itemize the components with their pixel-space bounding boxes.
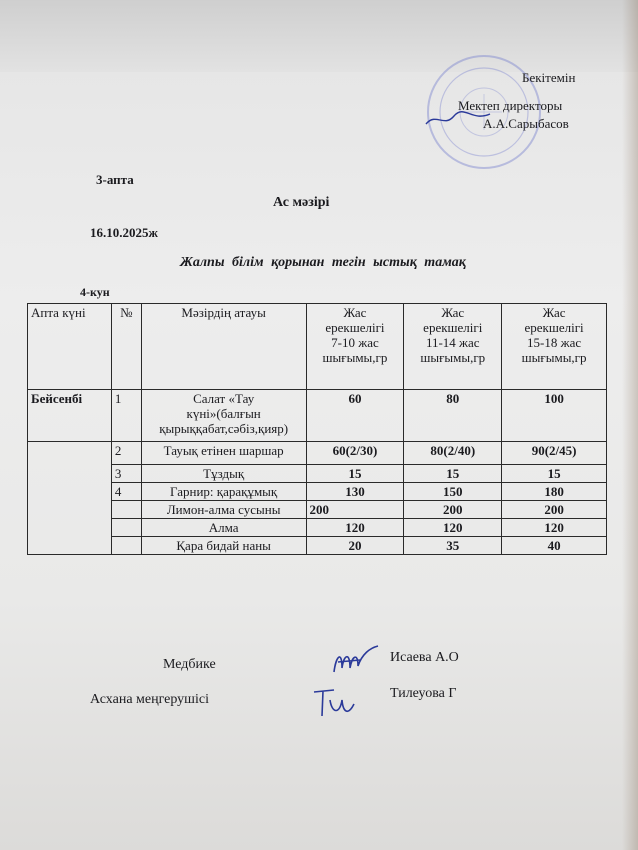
portion-11-14: 15 [404,465,502,483]
header-number: № [111,304,141,390]
menu-table [27,303,607,555]
row-number [111,537,141,555]
week-label: 3-апта [96,172,134,187]
portion-7-10: 60 [306,390,404,442]
director-signature-icon [424,108,494,130]
nurse-signature-icon [330,642,382,682]
nurse-role: Медбике [163,657,216,672]
table-row [28,537,607,555]
portion-11-14: 200 [404,501,502,519]
canteen-name: Тилеуова Г [390,686,457,701]
portion-15-18: 100 [502,390,607,442]
portion-11-14: 80(2/40) [404,442,502,465]
portion-7-10: 60(2/30) [306,442,404,465]
table-row [28,501,607,519]
table-row [28,483,607,501]
portion-7-10: 200 [306,501,404,519]
dish-name: Қара бидай наны [141,537,306,555]
dish-name: Салат «Тау күні»(балғын қырыққабат,сәбіз,қияр) [141,390,306,442]
row-number: 1 [111,390,141,442]
page-title: Ас мәзірі [273,195,330,210]
portion-7-10: 20 [306,537,404,555]
portion-15-18: 15 [502,465,607,483]
dish-name: Гарнир: қарақұмық [141,483,306,501]
portion-7-10: 120 [306,519,404,537]
canteen-role: Асхана меңгерушісі [90,692,209,707]
header-dish: Мәзірдің атауы [141,304,306,390]
portion-11-14: 120 [404,519,502,537]
portion-7-10: 15 [306,465,404,483]
portion-11-14: 150 [404,483,502,501]
header-day: Апта күні [28,304,112,390]
row-number: 3 [111,465,141,483]
portion-11-14: 80 [404,390,502,442]
day-label: 4-кун [80,285,110,299]
nurse-name: Исаева А.О [390,650,459,665]
canteen-signature-icon [310,686,360,722]
day-name: Бейсенбі [28,390,112,442]
row-number [111,519,141,537]
dish-name: Тауық етінен шаршар [141,442,306,465]
row-number [111,501,141,519]
menu-subtitle: Жалпы білім қорынан тегін ыстық тамақ [180,255,466,270]
approval-name: А.А.Сарыбасов [483,116,569,131]
portion-15-18: 40 [502,537,607,555]
page-edge-shadow [622,0,638,850]
approval-position: Мектеп директоры [458,98,563,113]
table-row [28,519,607,537]
portion-15-18: 180 [502,483,607,501]
header-age-15-18: Жас ерекшелігі 15-18 жас шығымы,гр [502,304,607,390]
table-row [28,390,607,442]
dish-name: Тұздық [141,465,306,483]
day-cell-empty [28,442,112,555]
dish-name: Лимон-алма сусыны [141,501,306,519]
table-header-row [28,304,607,390]
menu-date: 16.10.2025ж [90,225,158,240]
table-row [28,465,607,483]
table-row [28,442,607,465]
row-number: 2 [111,442,141,465]
dish-name: Алма [141,519,306,537]
portion-15-18: 90(2/45) [502,442,607,465]
portion-11-14: 35 [404,537,502,555]
portion-15-18: 120 [502,519,607,537]
portion-15-18: 200 [502,501,607,519]
row-number: 4 [111,483,141,501]
header-age-11-14: Жас ерекшелігі 11-14 жас шығымы,гр [404,304,502,390]
approval-heading: Бекітемін [522,70,576,85]
header-age-7-10: Жас ерекшелігі 7-10 жас шығымы,гр [306,304,404,390]
portion-7-10: 130 [306,483,404,501]
